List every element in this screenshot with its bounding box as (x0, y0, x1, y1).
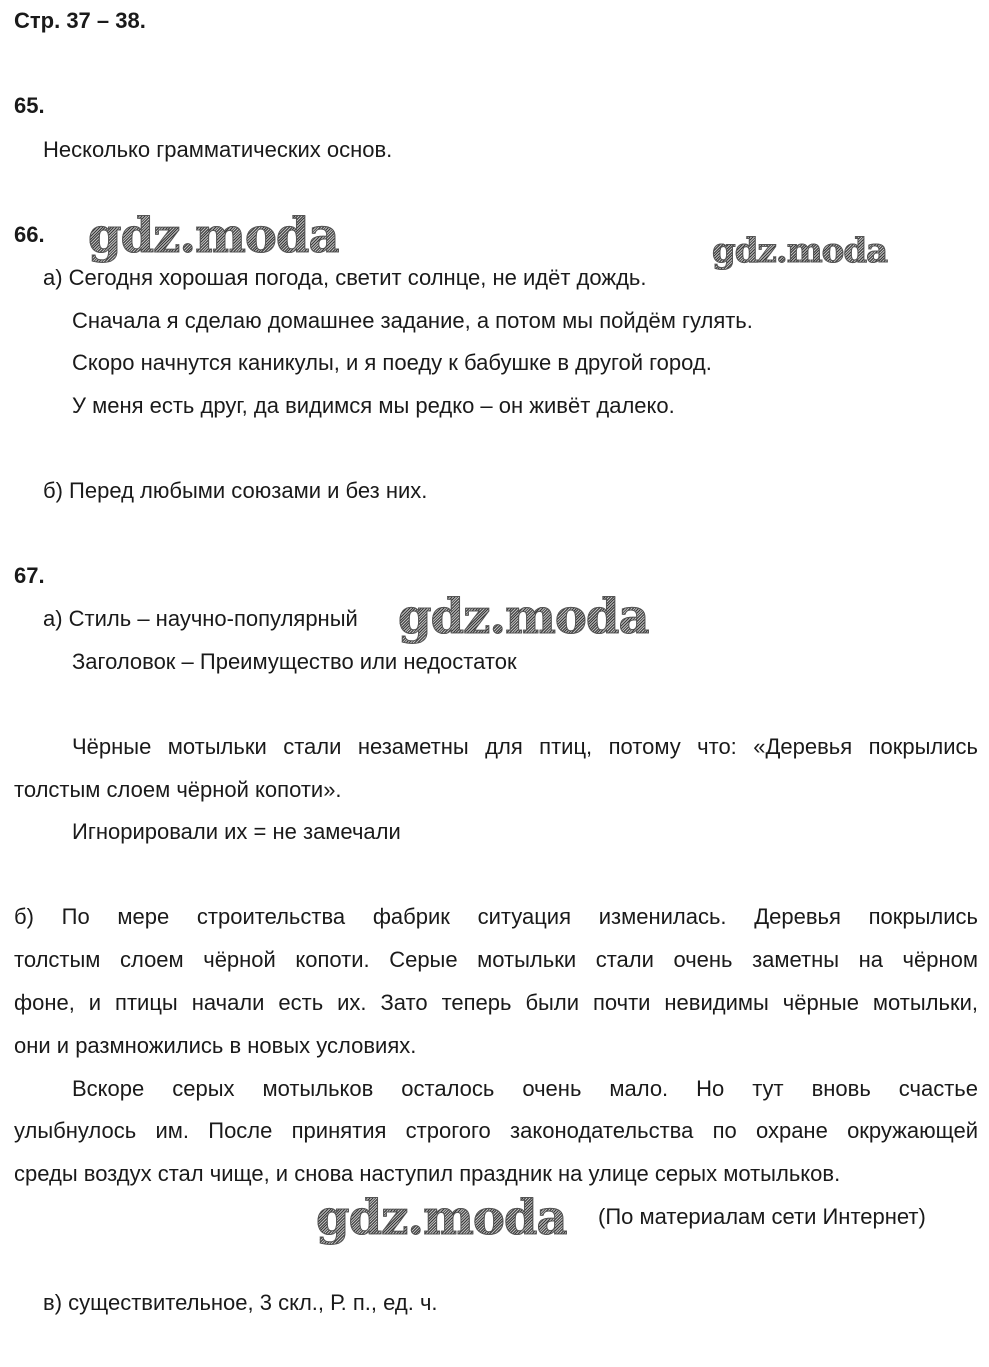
exercise-67-a-paragraph-1-line-2: толстым слоем чёрной копоти». (14, 777, 342, 802)
exercise-67-a-paragraph-1-line-1: Чёрные мотыльки стали незаметны для птиц, потому что: «Деревья покрылись (72, 734, 978, 759)
page-header: Стр. 37 – 38. (14, 8, 146, 33)
exercise-67-b-p2-line-3: среды воздух стал чище, и снова наступил праздник на улице серых мотыльков. (14, 1161, 841, 1186)
exercise-67-a-style: а) Стиль – научно-популярный (43, 606, 358, 631)
exercise-67-b-line-2: толстым слоем чёрной копоти. Серые мотыльки стали очень заметны на чёрном (14, 947, 978, 972)
exercise-65-number: 65. (14, 93, 45, 118)
exercise-66-b: б) Перед любыми союзами и без них. (43, 478, 428, 503)
exercise-67-b-p2-line-1: Вскоре серых мотыльков осталось очень мало. Но тут вновь счастье (72, 1076, 978, 1101)
exercise-67-source: (По материалам сети Интернет) (598, 1204, 926, 1229)
exercise-67-a-title: Заголовок – Преимущество или недостаток (72, 649, 517, 674)
exercise-66-a-line-4: У меня есть друг, да видимся мы редко – он живёт далеко. (72, 393, 675, 418)
exercise-67-b-line-1: б) По мере строительства фабрик ситуация изменилась. Деревья покрылись (14, 904, 978, 929)
exercise-66-a-line-2: Сначала я сделаю домашнее задание, а потом мы пойдём гулять. (72, 308, 753, 333)
watermark-logo: gdz.moda (712, 231, 888, 271)
watermark-logo: gdz.moda (316, 1190, 567, 1246)
exercise-67-b-p2-line-2: улыбнулось им. После принятия строгого законодательства по охране окружающей (14, 1118, 978, 1143)
exercise-66-number: 66. (14, 222, 45, 247)
exercise-67-b-line-3: фоне, и птицы начали есть их. Зато теперь были почти невидимы чёрные мотыльки, (14, 990, 978, 1015)
exercise-67-a-paragraph-2: Игнорировали их = не замечали (72, 819, 401, 844)
exercise-66-a-line-1: а) Сегодня хорошая погода, светит солнце, не идёт дождь. (43, 265, 647, 290)
exercise-66-a-line-3: Скоро начнутся каникулы, и я поеду к бабушке в другой город. (72, 350, 712, 375)
exercise-65-answer: Несколько грамматических основ. (43, 137, 393, 162)
watermark-logo: gdz.moda (88, 208, 339, 264)
exercise-67-b-line-4: они и размножились в новых условиях. (14, 1033, 417, 1058)
watermark-logo: gdz.moda (398, 589, 649, 645)
exercise-67-c: в) существительное, 3 скл., Р. п., ед. ч. (43, 1290, 438, 1315)
exercise-67-number: 67. (14, 563, 45, 588)
